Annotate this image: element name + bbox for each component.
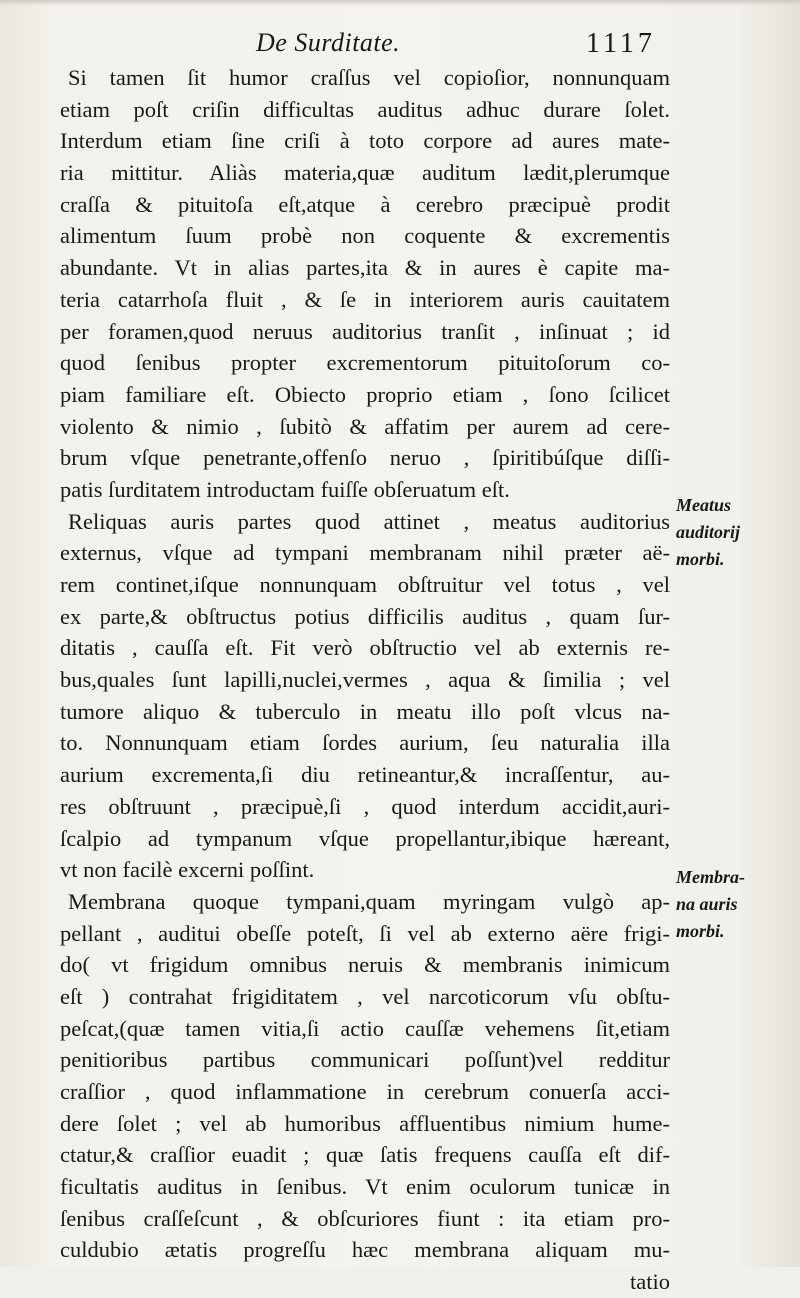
text-line: patis ſurditatem introductam fuiſſe obſeruatum eſt. bbox=[60, 476, 510, 502]
marginal-note-line: Meatus bbox=[676, 495, 732, 515]
text-line: externus, vſque ad tympani membranam nihil præter aë- bbox=[60, 540, 670, 566]
marginal-note-line: morbi. bbox=[676, 549, 725, 569]
text-line: ctatur,& craſſior euadit ; quæ ſatis frequens cauſſa eſt dif- bbox=[60, 1142, 670, 1168]
catchword: tatio bbox=[630, 1269, 670, 1295]
text-line: ſcalpio ad tympanum vſque propellantur,ibique hæreant, bbox=[60, 825, 670, 851]
text-line: per foramen,quod neruus auditorius tranſit , inſinuat ; id bbox=[60, 318, 670, 344]
text-line: ex parte,& obſtructus potius difficilis auditus , quam ſur- bbox=[60, 603, 670, 629]
text-line: ficultatis auditus in ſenibus. Vt enim oculorum tunicæ in bbox=[60, 1174, 670, 1200]
text-line: vt non facilè excerni poſſint. bbox=[60, 857, 315, 883]
text-line: piam familiare eſt. Obiecto proprio etiam , ſono ſcilicet bbox=[60, 381, 670, 407]
marginal-note-line: auditorij bbox=[676, 522, 741, 542]
text-line: eſt ) contrahat frigiditatem , vel narcoticorum vſu obſtu- bbox=[60, 983, 670, 1009]
text-line: penitioribus partibus communicari poſſunt)vel redditur bbox=[60, 1047, 670, 1073]
page-number: 1117 bbox=[586, 28, 656, 59]
text-line: peſcat,(quæ tamen vitia,ſi actio cauſſæ vehemens ſit,etiam bbox=[60, 1015, 670, 1041]
text-line: bus,quales ſunt lapilli,nuclei,vermes , aqua & ſimilia ; vel bbox=[60, 667, 670, 693]
page-header bbox=[0, 28, 800, 62]
text-line: craſſa & pituitoſa eſt,atque à cerebro præcipuè prodit bbox=[60, 191, 670, 217]
text-line: to. Nonnunquam etiam ſordes aurium, ſeu naturalia illa bbox=[60, 730, 670, 756]
marginal-note-line: morbi. bbox=[676, 921, 725, 941]
text-line: aurium excrementa,ſi diu retineantur,& incraſſentur, au- bbox=[60, 762, 670, 788]
text-line: pellant , auditui obeſſe poteſt, ſi vel ab externo aëre frigi- bbox=[60, 920, 670, 946]
running-title: De Surditate. bbox=[256, 28, 401, 57]
text-line: res obſtruunt , præcipuè,ſi , quod interdum accidit,auri- bbox=[60, 793, 670, 819]
text-line: Interdum etiam ſine criſi à toto corpore ad aures mate- bbox=[60, 128, 670, 154]
text-line: ria mittitur. Aliàs materia,quæ auditum lædit,plerumque bbox=[60, 160, 670, 186]
marginal-note-membrana bbox=[676, 864, 791, 945]
page-edge-shadow bbox=[0, 0, 800, 6]
text-line: abundante. Vt in alias partes,ita & in aures è capite ma- bbox=[60, 255, 670, 281]
text-line: quod ſenibus propter excrementorum pituitoſorum co- bbox=[60, 350, 670, 376]
text-line: teria catarrhoſa fluit , & ſe in interiorem auris cauitatem bbox=[60, 286, 670, 312]
body-text bbox=[60, 62, 670, 1298]
text-line: tumore aliquo & tuberculo in meatu illo poſt vlcus na- bbox=[60, 698, 670, 724]
text-line: dere ſolet ; vel ab humoribus affluentibus nimium hume- bbox=[60, 1110, 670, 1136]
text-line: Reliquas auris partes quod attinet , meatus auditorius bbox=[68, 508, 670, 534]
text-line: rem continet,iſque nonnunquam obſtruitur vel totus , vel bbox=[60, 572, 670, 597]
marginal-note-line: Membra- bbox=[676, 867, 745, 887]
text-line: Membrana quoque tympani,quam myringam vulgò ap- bbox=[68, 888, 670, 914]
text-line: craſſior , quod inflammatione in cerebrum conuerſa acci- bbox=[60, 1079, 670, 1104]
marginal-note-meatus bbox=[676, 492, 791, 573]
text-line: do( vt frigidum omnibus neruis & membranis inimicum bbox=[60, 952, 670, 978]
text-line: etiam poſt criſin difficultas auditus adhuc durare ſolet. bbox=[60, 96, 670, 122]
text-line: brum vſque penetrante,offenſo neruo , ſpiritibúſque diſſi- bbox=[60, 445, 670, 471]
text-line: ditatis , cauſſa eſt. Fit verò obſtructio vel ab externis re- bbox=[60, 635, 670, 661]
text-line: culdubio ætatis progreſſu hæc membrana aliquam mu- bbox=[60, 1237, 670, 1263]
text-line: violento & nimio , ſubitò & affatim per aurem ad cere- bbox=[60, 413, 670, 439]
text-line: ſenibus craſſeſcunt , & obſcuriores fiunt : ita etiam pro- bbox=[60, 1205, 670, 1231]
text-line: Si tamen ſit humor craſſus vel copioſior, nonnunquam bbox=[68, 65, 670, 90]
marginal-note-line: na auris bbox=[676, 894, 738, 914]
text-line: alimentum ſuum probè non coquente & excrementis bbox=[60, 223, 670, 249]
